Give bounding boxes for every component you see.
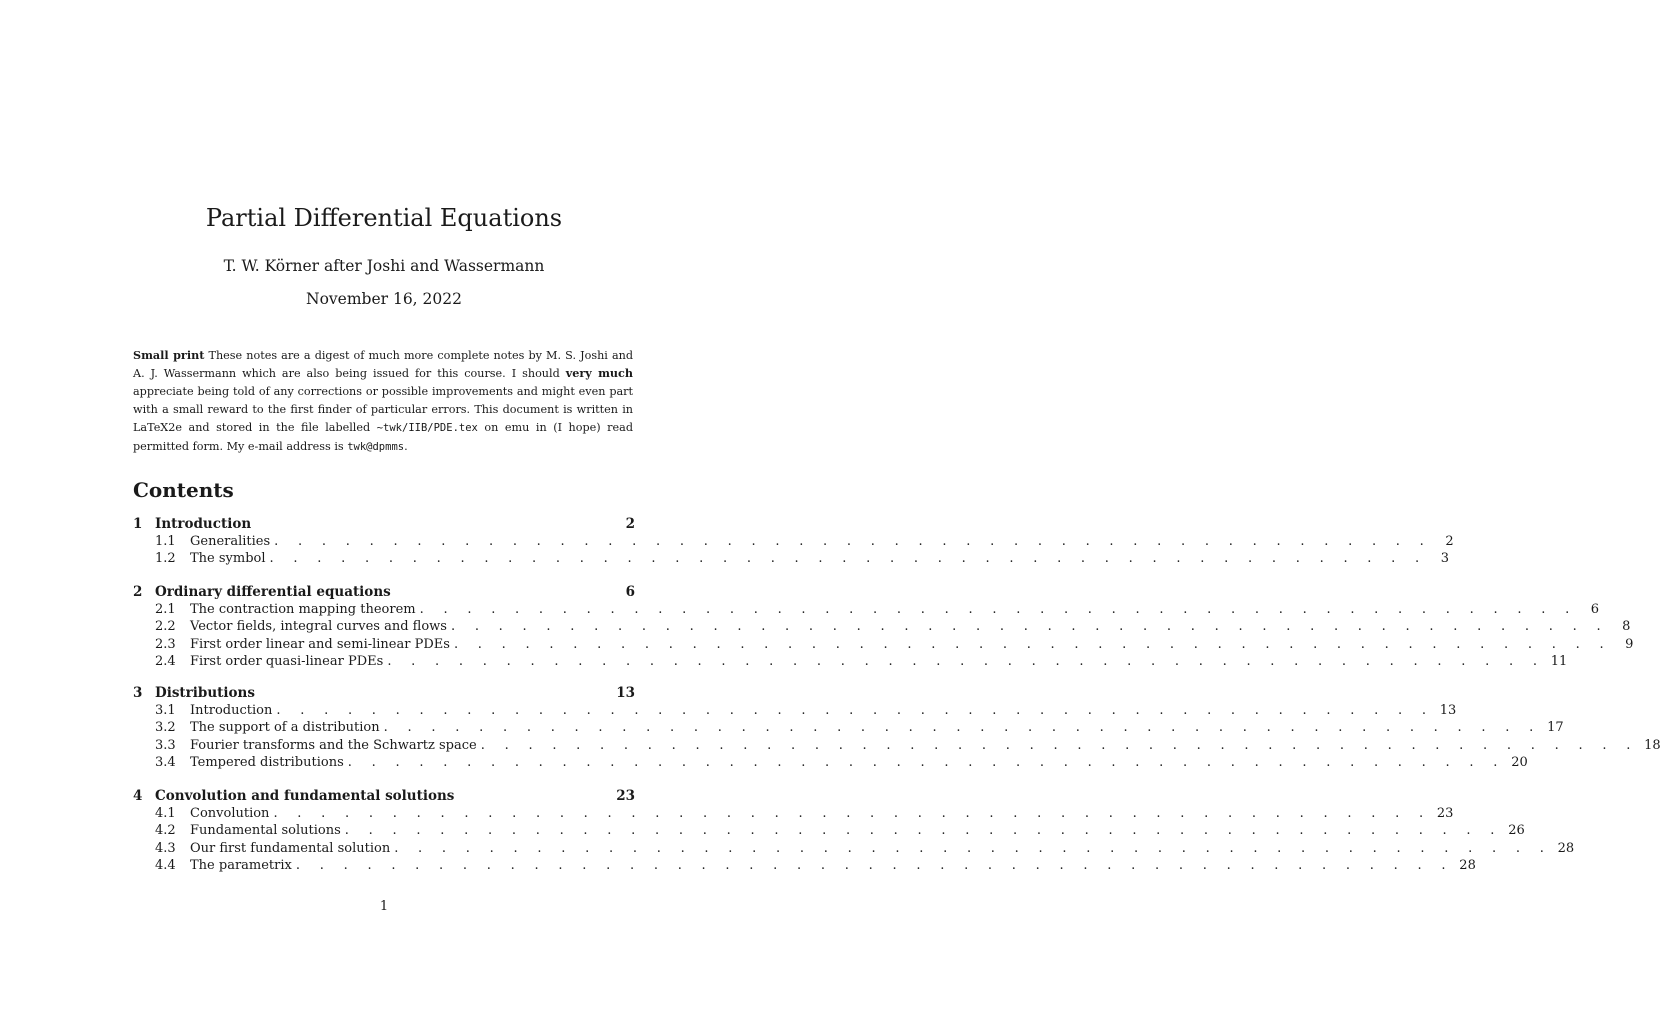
toc-subsection-number: 4.1	[155, 806, 176, 821]
document-title: Partial Differential Equations	[205, 204, 563, 232]
toc-subsection-3-1[interactable]	[133, 703, 1457, 721]
toc-subsection-number: 2.3	[155, 636, 176, 652]
small-print-text-4: .	[404, 439, 408, 453]
toc-subsection-number: 4.3	[155, 840, 176, 856]
email-address: twk@dpmms	[347, 440, 405, 453]
toc-subsection-page: 18	[1644, 737, 1661, 753]
toc-section-page: 23	[616, 788, 635, 804]
toc-leader-dots: . . . . . . . . . . . . . . . . . . . . . . . . . . . . . . . . . . . . . . . . . . . . . . . . .	[480, 737, 1639, 753]
toc-subsection-4-1[interactable]	[133, 806, 1454, 824]
toc-subsection-page: 26	[1508, 823, 1525, 839]
toc-section-title: Ordinary differential equations	[155, 584, 391, 600]
toc-subsection-title: Vector fields, integral curves and flows	[190, 619, 447, 635]
toc-subsection-title: The contraction mapping theorem	[190, 602, 416, 617]
toc-subsection-page: 13	[1439, 703, 1457, 718]
toc-subsection-2-1[interactable]	[133, 602, 1600, 620]
toc-subsection-title: Fundamental solutions	[190, 823, 341, 839]
toc-section-4[interactable]	[133, 788, 635, 806]
toc-subsection-2-4[interactable]	[133, 654, 1568, 672]
toc-subsection-4-3[interactable]	[133, 840, 1575, 859]
toc-subsection-number: 1.1	[155, 534, 176, 549]
toc-subsection-title: Introduction	[190, 703, 273, 718]
toc-subsection-1-1[interactable]	[133, 534, 1454, 552]
toc-subsection-number: 3.1	[155, 703, 176, 718]
toc-subsection-title: The support of a distribution	[190, 720, 380, 736]
toc-subsection-title: Generalities	[190, 534, 271, 549]
toc-subsection-number: 3.4	[155, 755, 176, 771]
toc-section-number: 3	[133, 685, 143, 701]
document-author: T. W. Körner after Joshi and Wassermann	[223, 257, 545, 275]
contents-heading: Contents	[133, 478, 234, 502]
toc-subsection-page: 17	[1547, 720, 1564, 736]
small-print-text-1: These notes are a digest of much more complete notes by M. S. Joshi and A. J. Wassermann which are also being issued for this course. I should	[133, 349, 633, 380]
toc-leader-dots: . . . . . . . . . . . . . . . . . . . . . . . . . . . . . . . . . . . . . . . . . . . . . . . . .	[295, 858, 1454, 874]
toc-subsection-title: The symbol	[190, 551, 266, 567]
toc-leader-dots: . . . . . . . . . . . . . . . . . . . . . . . . . . . . . . . . . . . . . . . . . . . . . . . . .	[419, 602, 1578, 617]
toc-leader-dots: . . . . . . . . . . . . . . . . . . . . . . . . . . . . . . . . . . . . . . . . . . . . . . . . .	[276, 703, 1434, 718]
toc-section-page: 13	[616, 685, 635, 701]
small-print-label: Small print	[133, 348, 205, 362]
toc-subsection-3-3[interactable]	[133, 737, 1661, 756]
toc-subsection-page: 11	[1550, 654, 1568, 670]
toc-section-1[interactable]	[133, 516, 635, 534]
toc-section-title: Distributions	[155, 685, 255, 701]
toc-section-number: 2	[133, 584, 143, 600]
toc-subsection-3-2[interactable]	[133, 720, 1564, 738]
toc-subsection-page: 2	[1445, 534, 1454, 549]
toc-leader-dots: . . . . . . . . . . . . . . . . . . . . . . . . . . . . . . . . . . . . . . . . . . . . . . . . .	[387, 654, 1545, 670]
toc-leader-dots: . . . . . . . . . . . . . . . . . . . . . . . . . . . . . . . . . . . . . . . . . . . . . . . . .	[344, 823, 1503, 839]
toc-leader-dots: . . . . . . . . . . . . . . . . . . . . . . . . . . . . . . . . . . . . . . . . . . . . . . . . .	[347, 755, 1506, 771]
small-print-text-2: appreciate being told of any corrections or possible improvements and might even part with a small reward to the first finder of particular errors. This document is written in LaTeX2e and stored in the file labelled	[133, 384, 633, 434]
toc-subsection-1-2[interactable]	[133, 551, 1449, 569]
small-print-emphasis: very much	[565, 365, 633, 380]
toc-section-title: Convolution and fundamental solutions	[155, 788, 455, 804]
toc-subsection-4-4[interactable]	[133, 858, 1476, 876]
toc-subsection-number: 2.4	[155, 654, 176, 670]
toc-subsection-3-4[interactable]	[133, 755, 1528, 773]
toc-subsection-title: Our first fundamental solution	[190, 840, 391, 856]
toc-subsection-2-3[interactable]	[133, 636, 1634, 655]
toc-subsection-title: First order quasi-linear PDEs	[190, 654, 384, 670]
toc-subsection-page: 8	[1622, 619, 1631, 635]
toc-subsection-number: 4.2	[155, 823, 176, 839]
toc-subsection-number: 2.1	[155, 602, 176, 617]
page-number: 1	[379, 899, 389, 914]
toc-leader-dots: . . . . . . . . . . . . . . . . . . . . . . . . . . . . . . . . . . . . . . . . . . . . . . . . .	[273, 806, 1431, 821]
toc-subsection-title: Convolution	[190, 806, 270, 821]
toc-subsection-title: Fourier transforms and the Schwartz space	[190, 737, 477, 753]
toc-subsection-page: 20	[1511, 755, 1528, 771]
toc-subsection-number: 3.2	[155, 720, 176, 736]
toc-section-3[interactable]	[133, 685, 635, 703]
toc-leader-dots: . . . . . . . . . . . . . . . . . . . . . . . . . . . . . . . . . . . . . . . . . . . . . . . . .	[450, 619, 1609, 635]
toc-section-title: Introduction	[155, 516, 252, 532]
toc-section-page: 6	[625, 584, 635, 600]
small-print-paragraph	[133, 347, 633, 456]
toc-subsection-number: 3.3	[155, 737, 176, 753]
toc-subsection-number: 4.4	[155, 858, 176, 874]
toc-subsection-title: The parametrix	[190, 858, 292, 874]
toc-leader-dots: . . . . . . . . . . . . . . . . . . . . . . . . . . . . . . . . . . . . . . . . . . . . . . . . .	[394, 840, 1552, 856]
toc-subsection-page: 9	[1625, 636, 1634, 652]
toc-subsection-page: 28	[1459, 858, 1476, 874]
toc-subsection-title: Tempered distributions	[190, 755, 344, 771]
toc-subsection-2-2[interactable]	[133, 619, 1631, 637]
toc-subsection-number: 2.2	[155, 619, 176, 635]
toc-section-number: 4	[133, 788, 143, 804]
toc-section-2[interactable]	[133, 584, 635, 602]
toc-subsection-title: First order linear and semi-linear PDEs	[190, 636, 450, 652]
source-file-path: ~twk/IIB/PDE.tex	[376, 421, 478, 434]
small-print-text-3: on emu in (I hope) read permitted form. My e-mail address is	[133, 420, 633, 453]
toc-subsection-page: 28	[1557, 840, 1575, 856]
toc-section-page: 2	[625, 516, 635, 532]
toc-section-number: 1	[133, 516, 143, 532]
toc-subsection-4-2[interactable]	[133, 823, 1525, 841]
toc-subsection-number: 1.2	[155, 551, 176, 567]
toc-subsection-page: 3	[1440, 551, 1449, 567]
document-date: November 16, 2022	[306, 290, 462, 308]
toc-subsection-page: 23	[1436, 806, 1454, 821]
toc-leader-dots: . . . . . . . . . . . . . . . . . . . . . . . . . . . . . . . . . . . . . . . . . . . . . . . . .	[274, 534, 1432, 549]
toc-leader-dots: . . . . . . . . . . . . . . . . . . . . . . . . . . . . . . . . . . . . . . . . . . . . . . . . .	[269, 551, 1427, 567]
toc-leader-dots: . . . . . . . . . . . . . . . . . . . . . . . . . . . . . . . . . . . . . . . . . . . . . . . . .	[453, 636, 1612, 652]
toc-subsection-page: 6	[1590, 602, 1600, 617]
toc-leader-dots: . . . . . . . . . . . . . . . . . . . . . . . . . . . . . . . . . . . . . . . . . . . . . . . . .	[383, 720, 1542, 736]
